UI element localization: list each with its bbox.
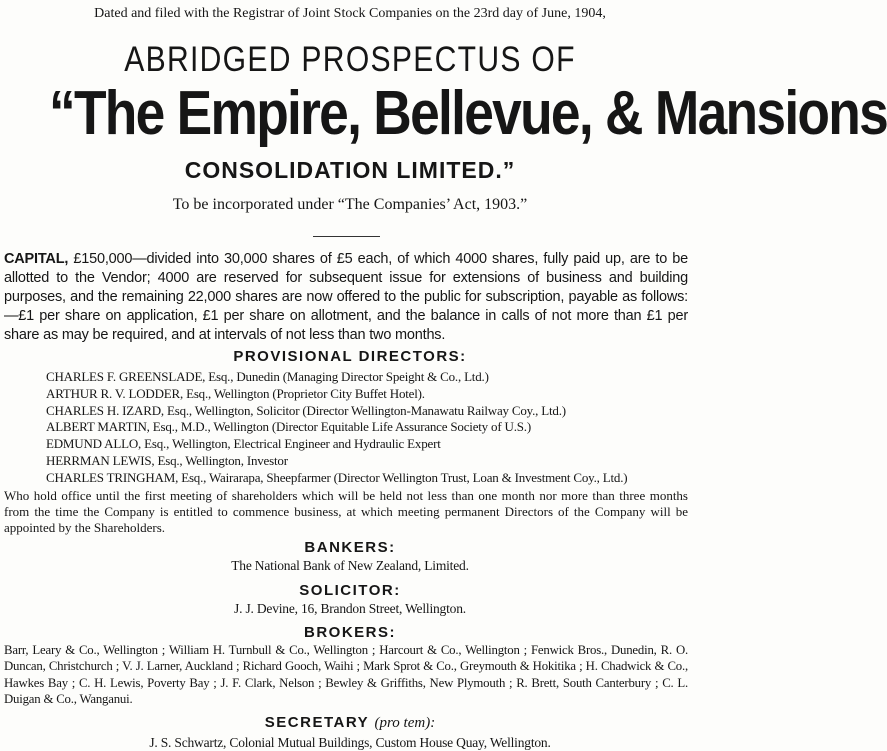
secretary-heading-note: (pro tem): xyxy=(374,715,436,731)
capital-label: CAPITAL, xyxy=(4,251,69,267)
secretary-text: J. S. Schwartz, Colonial Mutual Buildings, Custom House Quay, Wellington. xyxy=(149,735,551,750)
director-entry: EDMUND ALLO, Esq., Wellington, Electrical Engineer and Hydraulic Expert xyxy=(46,436,441,452)
director-entry: ARTHUR R. V. LODDER, Esq., Wellington (Proprietor City Buffet Hotel). xyxy=(46,385,425,401)
brokers-text: Barr, Leary & Co., Wellington ; William H. Turnbull & Co., Wellington ; Harcourt & Co., Wellington ; Fenwick Bros., Dunedin, R. O. Duncan, Christchurch ; V. J. Larner, Auckland ; Richard Gooch, Waihi ; Mark Sprot & Co., Greymouth & Hokitika ; H. Chadwick & Co., Hawkes Bay ; C. H. Lewis, Poverty Bay ; J. F. Clark, Nelson ; Bewley & Griffiths, New Plymouth ; R. Brett, South Canterbury ; C. L. Duigan & Co., Wanganui. xyxy=(4,643,688,707)
bankers-heading: BANKERS: xyxy=(304,539,396,556)
director-entry: CHARLES TRINGHAM, Esq., Wairarapa, Sheepfarmer (Director Wellington Trust, Loan & Investment Coy., Ltd.) xyxy=(46,469,628,485)
directors-list xyxy=(46,369,627,487)
incorporation-note: To be incorporated under “The Companies’ Act, 1903.” xyxy=(172,196,528,213)
prospectus-title: ABRIDGED PROSPECTUS OF xyxy=(124,40,576,79)
secretary-heading-label: SECRETARY xyxy=(264,714,369,731)
capital-paragraph xyxy=(4,250,688,345)
director-entry: HERRMAN LEWIS, Esq., Wellington, Investor xyxy=(46,452,288,468)
director-entry: CHARLES F. GREENSLADE, Esq., Dunedin (Managing Director Speight & Co., Ltd.) xyxy=(46,369,489,384)
company-name: “The Empire, Bellevue, & Mansions xyxy=(49,79,887,148)
directors-heading: PROVISIONAL DIRECTORS: xyxy=(233,348,467,365)
capital-text: £150,000—divided into 30,000 shares of £5 each, of which 4000 shares, fully paid up, are to be allotted to the Vendor; 4000 are reserved for subsequent issue for extensions of business and building purposes, and the remaining 22,000 shares are now offered to the public for subscription, payable as follows:—£1 per share on application, £1 per share on allotment, and the balance in calls of not more than £1 per share as may be required, and at intervals of not less than two months. xyxy=(4,251,688,343)
bankers-text: The National Bank of New Zealand, Limited. xyxy=(231,558,469,573)
divider-rule xyxy=(313,236,380,237)
directors-note: Who hold office until the first meeting of shareholders which will be held not less than one month nor more than three months from the time the Company is entitled to commence business, at which meeting permanent Directors of the Company will be appointed by the Shareholders. xyxy=(4,488,688,535)
director-entry: CHARLES H. IZARD, Esq., Wellington, Solicitor (Director Wellington-Manawatu Railway Coy., Ltd.) xyxy=(46,402,566,418)
brokers-heading: BROKERS: xyxy=(303,624,396,641)
director-entry: ALBERT MARTIN, Esq., M.D., Wellington (Director Equitable Life Assurance Society of U.S.) xyxy=(46,419,531,435)
company-name-suffix: CONSOLIDATION LIMITED.” xyxy=(184,157,516,183)
secretary-heading xyxy=(0,714,700,732)
solicitor-heading: SOLICITOR: xyxy=(299,582,401,599)
filing-note: Dated and filed with the Registrar of Joint Stock Companies on the 23rd day of June, 1904, xyxy=(94,6,606,21)
solicitor-text: J. J. Devine, 16, Brandon Street, Wellington. xyxy=(234,601,466,616)
